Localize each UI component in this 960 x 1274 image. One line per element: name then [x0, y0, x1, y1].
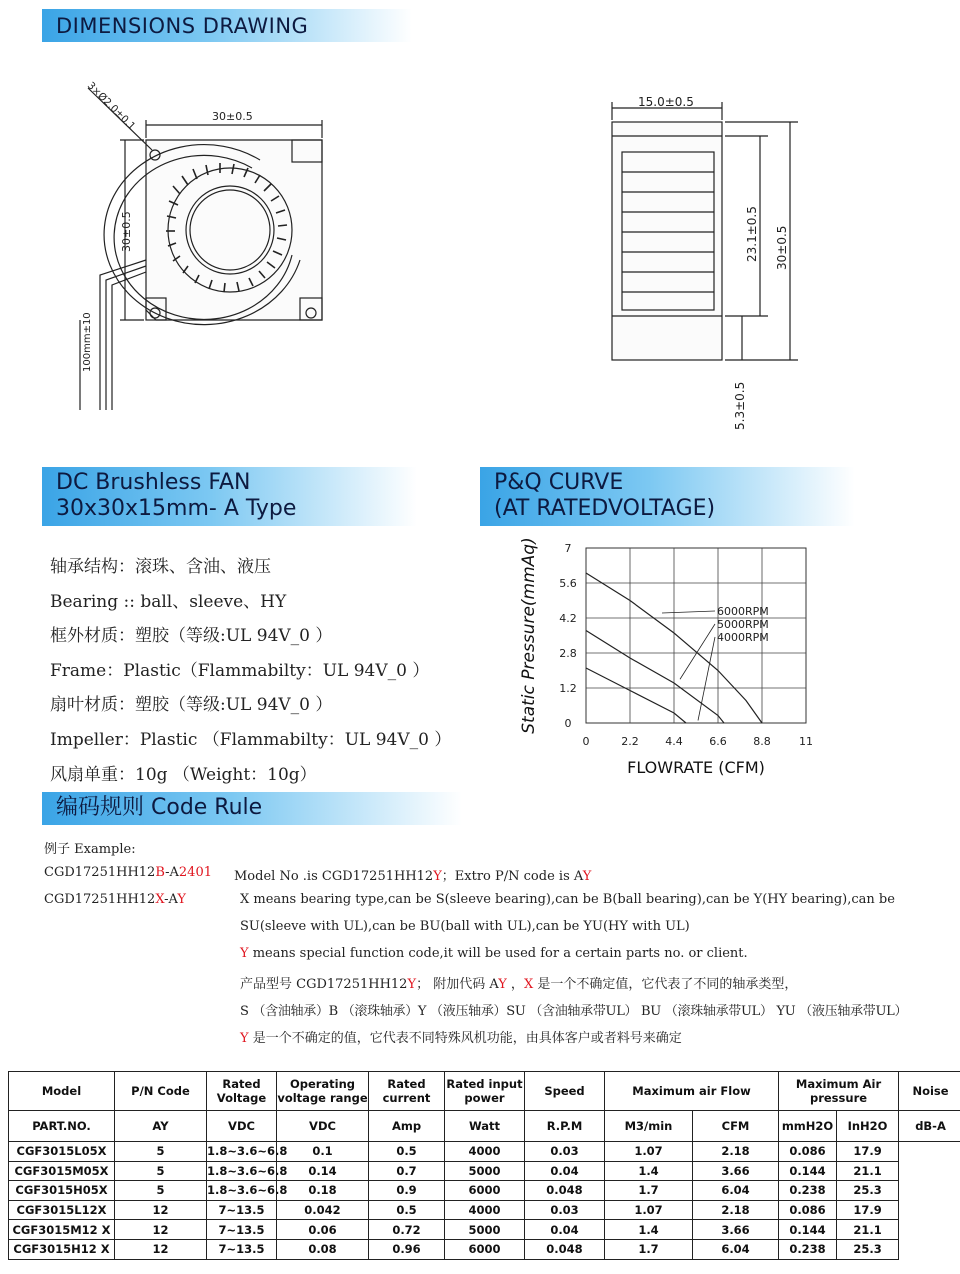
code-rule-title: 编码规则 Code Rule	[56, 795, 263, 820]
th-max-air-flow: Maximum air Flow	[605, 1072, 779, 1111]
rule-line-7	[240, 1027, 682, 1046]
example-code-1	[44, 865, 212, 880]
dimensions-title: DIMENSIONS DRAWING	[56, 14, 309, 38]
th-unit-m3min: M3/min	[605, 1111, 693, 1142]
series-label: 4000RPM	[717, 631, 769, 644]
rule-line-5c: Y	[498, 977, 507, 992]
th-model: Model	[9, 1072, 115, 1111]
table-row	[9, 1200, 960, 1220]
rule-line-1b: ；Extro P/N code is A	[441, 869, 583, 884]
ex2-prefix: CGD17251HH12	[44, 892, 156, 907]
th-speed: Speed	[525, 1072, 605, 1111]
dimensions-banner	[42, 9, 412, 42]
th-unit-rpm: R.P.M	[525, 1111, 605, 1142]
rule-line-3: SU(sleeve with UL),can be BU(ball with UL),can be YU(HY with UL)	[240, 919, 690, 934]
cell-operating-voltage: 1.8~3.6~6.8	[207, 1181, 277, 1201]
th-unit-dba: dB-A	[899, 1111, 960, 1142]
ex2-dash: -A	[164, 892, 178, 907]
cell-speed: 6000	[445, 1239, 525, 1259]
th-operating-voltage: Operating voltage range	[277, 1072, 369, 1111]
cell-pressure-inh2o: 0.144	[779, 1161, 837, 1181]
rule-line-1	[234, 865, 591, 884]
fan-type-banner	[42, 467, 417, 526]
cell-pressure-mmh2o: 6.04	[693, 1239, 779, 1259]
cell-rated-voltage: 5	[115, 1142, 207, 1162]
front-height-dim: 30±0.5	[120, 211, 133, 252]
cell-air-flow-cfm: 1.7	[605, 1181, 693, 1201]
fan-front-view-drawing	[60, 80, 360, 430]
series-label-leader	[680, 624, 715, 679]
pq-title-line2: (AT RATEDVOLTAGE)	[494, 496, 716, 521]
ex1-b: B	[155, 865, 166, 880]
cell-pressure-mmh2o: 3.66	[693, 1161, 779, 1181]
side-bottom-dim: 5.3±0.5	[733, 381, 747, 430]
th-unit-amp: Amp	[369, 1111, 445, 1142]
ex2-x: X	[155, 892, 165, 907]
series-label: 5000RPM	[717, 618, 769, 631]
cell-part-no: CGF3015H12 X	[9, 1239, 115, 1259]
rule-line-5e: 是一个不确定值，它代表了不同的轴承类型，	[533, 977, 798, 992]
cell-input-power: 0.7	[369, 1161, 445, 1181]
cell-rated-voltage: 12	[115, 1200, 207, 1220]
ex2-y: Y	[177, 892, 186, 907]
front-lead-dim: 100mm±10	[82, 312, 93, 372]
x-axis-label: FLOWRATE (CFM)	[627, 758, 765, 777]
rule-line-7y: Y	[240, 1031, 249, 1046]
cell-pressure-mmh2o: 2.18	[693, 1142, 779, 1162]
side-depth-dim: 15.0±0.5	[638, 95, 694, 109]
example-code-2	[44, 892, 186, 907]
x-tick-label: 2.2	[621, 735, 639, 748]
rule-line-4y: Y	[240, 946, 249, 961]
spec-table	[8, 1071, 960, 1260]
ex1-prefix: CGD17251HH12	[44, 865, 156, 880]
fan-title-line1: DC Brushless FAN	[56, 470, 251, 495]
spec-frame-cn: 框外材质：塑胶（等级:UL 94V_0 ）	[50, 626, 333, 646]
cell-speed: 4000	[445, 1142, 525, 1162]
series-line-5000RPM	[586, 631, 724, 724]
rule-line-5d: ，	[506, 977, 524, 992]
front-width-dim: 30±0.5	[212, 110, 253, 123]
cell-speed: 6000	[445, 1181, 525, 1201]
y-tick-label: 0	[564, 717, 572, 730]
th-rated-input-power: Rated input power	[445, 1072, 525, 1111]
pq-title-line1: P&Q CURVE	[494, 470, 624, 495]
x-tick-label: 6.6	[709, 735, 727, 748]
th-max-air-pressure: Maximum Air pressure	[779, 1072, 899, 1111]
th-unit-mmh2o: mmH2O	[779, 1111, 837, 1142]
cell-noise: 21.1	[837, 1161, 899, 1181]
th-unit-cfm: CFM	[693, 1111, 779, 1142]
spec-weight: 风扇单重：10g （Weight：10g）	[50, 765, 317, 785]
side-inner-dim: 23.1±0.5	[745, 206, 759, 262]
cell-input-power: 0.5	[369, 1142, 445, 1162]
cell-air-flow-m3: 0.03	[525, 1200, 605, 1220]
cell-air-flow-cfm: 1.7	[605, 1239, 693, 1259]
cell-pressure-mmh2o: 2.18	[693, 1200, 779, 1220]
code-rule-banner	[42, 792, 462, 825]
cell-rated-current: 0.18	[277, 1181, 369, 1201]
rule-line-5y: Y	[407, 977, 417, 992]
table-row	[9, 1181, 960, 1201]
th-rated-current: Rated current	[369, 1072, 445, 1111]
y-tick-label: 5.6	[559, 577, 577, 590]
x-tick-label: 4.4	[665, 735, 683, 748]
cell-air-flow-m3: 0.04	[525, 1220, 605, 1240]
th-unit-vdc: VDC	[207, 1111, 277, 1142]
cell-operating-voltage: 7~13.5	[207, 1200, 277, 1220]
x-tick-label: 11	[799, 735, 813, 748]
side-outer-dim: 30±0.5	[775, 225, 789, 270]
ex1-dash: -A	[165, 865, 179, 880]
cell-rated-voltage: 12	[115, 1220, 207, 1240]
cell-air-flow-cfm: 1.07	[605, 1142, 693, 1162]
y-tick-label: 1.2	[559, 682, 577, 695]
rule-line-6: S （含油轴承）B （滚珠轴承）Y （液压轴承）SU （含油轴承带UL） BU （滚珠轴承带UL） YU （液压轴承带UL）	[240, 1004, 908, 1019]
pn-code-cell: AY	[115, 1111, 207, 1142]
cell-rated-voltage: 5	[115, 1161, 207, 1181]
series-label-leader	[698, 637, 715, 721]
rule-line-1c: Y	[582, 869, 592, 884]
pq-chart	[510, 535, 830, 785]
series-line-4000RPM	[586, 668, 686, 723]
rule-line-1y: Y	[433, 869, 442, 884]
rule-line-4text: means special function code,it will be used for a certain parts no. or client.	[248, 946, 748, 961]
cell-rated-current: 0.042	[277, 1200, 369, 1220]
th-unit-watt: Watt	[445, 1111, 525, 1142]
y-axis-label: Static Pressure(mmAq)	[519, 537, 539, 734]
cell-speed: 4000	[445, 1200, 525, 1220]
cell-operating-voltage: 1.8~3.6~6.8	[207, 1161, 277, 1181]
x-tick-label: 8.8	[753, 735, 771, 748]
cell-air-flow-m3: 0.03	[525, 1142, 605, 1162]
cell-noise: 25.3	[837, 1239, 899, 1259]
rule-line-4	[240, 946, 748, 961]
spec-impeller-en: Impeller：Plastic （Flammabilty：UL 94V_0 ）	[50, 730, 452, 750]
cell-input-power: 0.9	[369, 1181, 445, 1201]
cell-rated-current: 0.08	[277, 1239, 369, 1259]
cell-input-power: 0.96	[369, 1239, 445, 1259]
example-label: 例子 Example:	[44, 842, 136, 857]
cell-noise: 17.9	[837, 1142, 899, 1162]
cell-air-flow-cfm: 1.4	[605, 1220, 693, 1240]
front-hole-dim: 3×Ø2.0±0.1	[84, 80, 138, 133]
th-part-no: PART.NO.	[9, 1111, 115, 1142]
cell-noise: 17.9	[837, 1200, 899, 1220]
rule-line-1a: Model No .is CGD17251HH12	[234, 869, 434, 884]
cell-part-no: CGF3015H05X	[9, 1181, 115, 1201]
th-rated-voltage: Rated Voltage	[207, 1072, 277, 1111]
series-label: 6000RPM	[717, 605, 769, 618]
fan-title-line2: 30x30x15mm- A Type	[56, 496, 297, 521]
plot-frame	[586, 548, 806, 723]
rule-line-7text: 是一个不确定的值，它代表不同特殊风机功能，由具体客户或者料号来确定	[248, 1031, 682, 1046]
cell-noise: 25.3	[837, 1181, 899, 1201]
cell-part-no: CGF3015M05X	[9, 1161, 115, 1181]
cell-air-flow-m3: 0.048	[525, 1181, 605, 1201]
rule-line-5a: 产品型号 CGD17251HH12	[240, 977, 408, 992]
cell-pressure-inh2o: 0.086	[779, 1200, 837, 1220]
spec-bearing-cn: 轴承结构：滚珠、含油、液压	[50, 557, 271, 577]
cell-noise: 21.1	[837, 1220, 899, 1240]
cell-pressure-inh2o: 0.238	[779, 1181, 837, 1201]
cell-part-no: CGF3015M12 X	[9, 1220, 115, 1240]
cell-pressure-inh2o: 0.086	[779, 1142, 837, 1162]
cell-air-flow-m3: 0.048	[525, 1239, 605, 1259]
cell-part-no: CGF3015L12X	[9, 1200, 115, 1220]
th-noise: Noise	[899, 1072, 960, 1111]
y-tick-label: 2.8	[559, 647, 577, 660]
table-row	[9, 1239, 960, 1259]
th-unit-inh2o: InH2O	[837, 1111, 899, 1142]
rule-line-5	[240, 973, 797, 992]
y-tick-label: 4.2	[559, 612, 577, 625]
th-pn-code: P/N Code	[115, 1072, 207, 1111]
rule-line-5x: X	[523, 977, 534, 992]
cell-operating-voltage: 1.8~3.6~6.8	[207, 1142, 277, 1162]
table-row	[9, 1220, 960, 1240]
pq-curve-banner	[480, 467, 855, 526]
ex1-num: 2401	[178, 865, 212, 880]
table-row	[9, 1142, 960, 1162]
cell-rated-current: 0.14	[277, 1161, 369, 1181]
cell-input-power: 0.5	[369, 1200, 445, 1220]
spec-frame-en: Frame：Plastic（Flammabilty：UL 94V_0 ）	[50, 661, 430, 681]
spec-impeller-cn: 扇叶材质：塑胶（等级:UL 94V_0 ）	[50, 695, 333, 715]
cell-part-no: CGF3015L05X	[9, 1142, 115, 1162]
cell-air-flow-m3: 0.04	[525, 1161, 605, 1181]
spec-bearing-en: Bearing :: ball、sleeve、HY	[50, 592, 287, 612]
cell-pressure-mmh2o: 3.66	[693, 1220, 779, 1240]
rule-line-5b: ； 附加代码 A	[416, 977, 499, 992]
x-tick-label: 0	[582, 735, 590, 748]
th-unit-vdc-range: VDC	[277, 1111, 369, 1142]
cell-rated-current: 0.06	[277, 1220, 369, 1240]
cell-air-flow-cfm: 1.4	[605, 1161, 693, 1181]
cell-rated-voltage: 12	[115, 1239, 207, 1259]
cell-speed: 5000	[445, 1161, 525, 1181]
rule-line-2: X means bearing type,can be S(sleeve bearing),can be B(ball bearing),can be Y(HY bearing),can be	[240, 892, 895, 907]
fan-side-view-drawing	[600, 90, 815, 435]
cell-speed: 5000	[445, 1220, 525, 1240]
cell-air-flow-cfm: 1.07	[605, 1200, 693, 1220]
series-label-leader	[662, 611, 715, 613]
table-row	[9, 1161, 960, 1181]
cell-input-power: 0.72	[369, 1220, 445, 1240]
cell-rated-voltage: 5	[115, 1181, 207, 1201]
cell-operating-voltage: 7~13.5	[207, 1220, 277, 1240]
cell-rated-current: 0.1	[277, 1142, 369, 1162]
cell-operating-voltage: 7~13.5	[207, 1239, 277, 1259]
cell-pressure-mmh2o: 6.04	[693, 1181, 779, 1201]
cell-pressure-inh2o: 0.144	[779, 1220, 837, 1240]
y-tick-label: 7	[564, 542, 572, 555]
cell-pressure-inh2o: 0.238	[779, 1239, 837, 1259]
